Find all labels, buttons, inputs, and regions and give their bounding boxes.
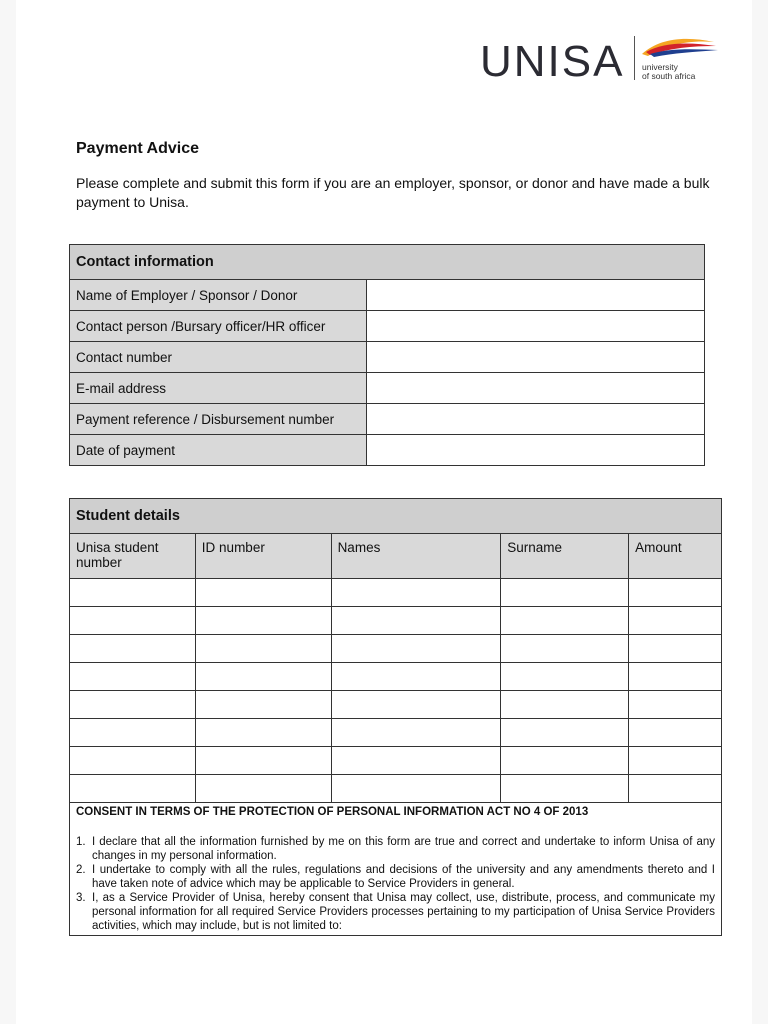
tagline-line-2: of south africa [642, 71, 696, 81]
id-number-cell[interactable] [195, 719, 331, 747]
id-number-cell[interactable] [195, 635, 331, 663]
amount-cell[interactable] [629, 635, 722, 663]
column-header-amount: Amount [629, 534, 722, 579]
surname-cell[interactable] [501, 635, 629, 663]
student-number-cell[interactable] [70, 607, 196, 635]
table-row [70, 747, 722, 775]
names-cell[interactable] [331, 719, 501, 747]
names-cell[interactable] [331, 635, 501, 663]
consent-item-text: I undertake to comply with all the rules, regulations and decisions of the university and any amendments thereto and I have taken note of advice which may be applicable to Service Providers in general. [92, 864, 715, 890]
logo-divider [634, 36, 635, 80]
logo-tagline [642, 63, 695, 81]
consent-item [76, 835, 715, 863]
table-row [70, 775, 722, 803]
student-number-cell[interactable] [70, 635, 196, 663]
id-number-cell[interactable] [195, 607, 331, 635]
column-header-id-number: ID number [195, 534, 331, 579]
contact-table [69, 244, 705, 466]
amount-cell[interactable] [629, 607, 722, 635]
amount-cell[interactable] [629, 691, 722, 719]
contact-heading: Contact information [70, 245, 705, 280]
payment-reference-field[interactable] [367, 404, 705, 435]
column-header-names: Names [331, 534, 501, 579]
id-number-cell[interactable] [195, 747, 331, 775]
consent-item-text: I declare that all the information furnished by me on this form are true and correct and undertake to inform Unisa of any changes in my personal information. [92, 836, 715, 862]
field-label: Payment reference / Disbursement number [70, 404, 367, 435]
intro-text: Please complete and submit this form if you are an employer, sponsor, or donor and have made a bulk payment to Unisa. [76, 175, 710, 210]
names-cell[interactable] [331, 607, 501, 635]
table-row [70, 635, 722, 663]
unisa-logo-wordmark: UNISA [480, 37, 625, 86]
names-cell[interactable] [331, 747, 501, 775]
employer-name-field[interactable] [367, 280, 705, 311]
amount-cell[interactable] [629, 747, 722, 775]
table-row [70, 719, 722, 747]
contact-number-field[interactable] [367, 342, 705, 373]
id-number-cell[interactable] [195, 579, 331, 607]
amount-cell[interactable] [629, 775, 722, 803]
amount-cell[interactable] [629, 663, 722, 691]
names-cell[interactable] [331, 579, 501, 607]
field-label: Date of payment [70, 435, 367, 466]
surname-cell[interactable] [501, 719, 629, 747]
student-number-cell[interactable] [70, 747, 196, 775]
consent-item-text: I, as a Service Provider of Unisa, hereby consent that Unisa may collect, use, distribute, process, and communicate my personal information for all required Service Providers processes pertaining to my participation of Unisa Service Providers activities, which may include, but is not limited to: [92, 892, 715, 932]
consent-title: CONSENT IN TERMS OF THE PROTECTION OF PERSONAL INFORMATION ACT NO 4 OF 2013 [76, 806, 589, 818]
email-field[interactable] [367, 373, 705, 404]
table-row [70, 579, 722, 607]
field-label: Contact person /Bursary officer/HR officer [70, 311, 367, 342]
student-number-cell[interactable] [70, 775, 196, 803]
student-details-table [69, 498, 722, 936]
surname-cell[interactable] [501, 607, 629, 635]
consent-item-number: 2. [76, 864, 86, 876]
column-header-surname: Surname [501, 534, 629, 579]
field-label: E-mail address [70, 373, 367, 404]
student-number-cell[interactable] [70, 663, 196, 691]
field-label: Contact number [70, 342, 367, 373]
consent-item [76, 863, 715, 891]
names-cell[interactable] [331, 663, 501, 691]
student-number-cell[interactable] [70, 719, 196, 747]
table-row [70, 663, 722, 691]
table-row [70, 691, 722, 719]
amount-cell[interactable] [629, 579, 722, 607]
consent-item-number: 3. [76, 892, 86, 904]
unisa-swoosh-icon [640, 36, 720, 62]
student-number-cell[interactable] [70, 691, 196, 719]
field-label: Name of Employer / Sponsor / Donor [70, 280, 367, 311]
consent-section [70, 803, 722, 936]
surname-cell[interactable] [501, 747, 629, 775]
page-title: Payment Advice [76, 140, 200, 157]
consent-item [76, 891, 715, 933]
payment-date-field[interactable] [367, 435, 705, 466]
consent-list [76, 835, 715, 933]
surname-cell[interactable] [501, 775, 629, 803]
surname-cell[interactable] [501, 663, 629, 691]
tagline-line-1: university [642, 62, 678, 72]
student-details-heading: Student details [70, 499, 722, 534]
surname-cell[interactable] [501, 691, 629, 719]
surname-cell[interactable] [501, 579, 629, 607]
table-row [70, 607, 722, 635]
consent-item-number: 1. [76, 836, 86, 848]
student-number-cell[interactable] [70, 579, 196, 607]
contact-person-field[interactable] [367, 311, 705, 342]
id-number-cell[interactable] [195, 775, 331, 803]
id-number-cell[interactable] [195, 663, 331, 691]
id-number-cell[interactable] [195, 691, 331, 719]
amount-cell[interactable] [629, 719, 722, 747]
column-header-student-number: Unisa student number [70, 534, 196, 579]
names-cell[interactable] [331, 691, 501, 719]
names-cell[interactable] [331, 775, 501, 803]
